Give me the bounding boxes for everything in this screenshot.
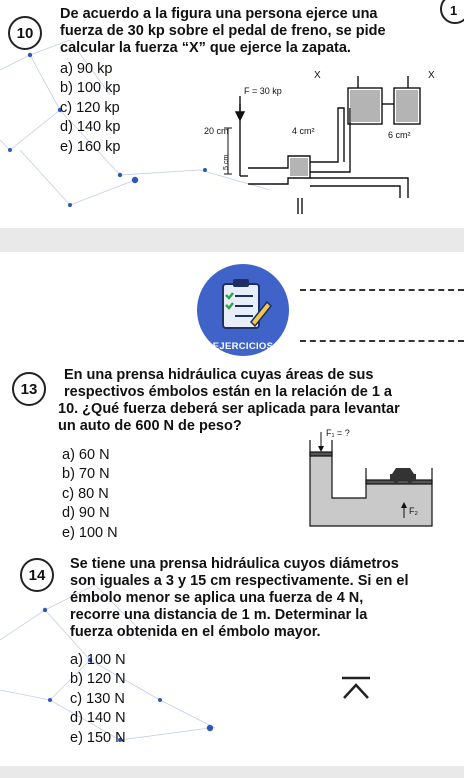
option-e[interactable]: e) 160 kp xyxy=(60,138,121,155)
option-d[interactable]: d) 140 N xyxy=(70,710,126,727)
distance-label: 20 cm xyxy=(204,126,229,136)
question-13-text: En una prensa hidráulica cuyas áreas de sus respectivos émbolos están en la relación de 1 a 10. ¿Qué fuerza deberá ser aplicada para levantar un auto de 600 N de peso? xyxy=(58,367,400,434)
f2-label: F₂ xyxy=(409,506,418,516)
option-b[interactable]: b) 120 N xyxy=(70,671,126,688)
page-gap-bottom xyxy=(0,766,464,778)
small-distance-label: 5 cm xyxy=(223,154,230,170)
option-b[interactable]: b) 70 N xyxy=(62,466,110,483)
option-d[interactable]: d) 90 N xyxy=(62,505,110,522)
section-badge-label: EJERCICIOS xyxy=(212,341,274,352)
option-e[interactable]: e) 150 N xyxy=(70,729,126,746)
option-a[interactable]: a) 100 N xyxy=(70,652,126,668)
brake-pedal-figure xyxy=(198,68,438,218)
hydraulic-press-figure xyxy=(306,428,436,528)
option-e[interactable]: e) 100 N xyxy=(62,524,118,541)
chevron-up-icon[interactable] xyxy=(336,674,376,704)
question-number-14: 14 xyxy=(20,558,54,592)
f1-label: F₁ = ? xyxy=(326,428,350,438)
option-c[interactable]: c) 80 N xyxy=(62,485,109,502)
page-gap xyxy=(0,228,464,252)
question-14-text: Se tiene una prensa hidráulica cuyos diámetros son iguales a 3 y 15 cm respectivamente. Si en el émbolo menor se aplica una fuerza de 4 N, recorre una distancia de 1 m. Determinar la fuerza obtenida en el émbolo mayor. xyxy=(70,556,409,640)
question-10-text: De acuerdo a la figura una persona ejerce una fuerza de 30 kp sobre el pedal de freno, se pide calcular la fuerza “X” que ejerce la zapata. xyxy=(60,6,386,56)
corner-question-badge: 1 xyxy=(440,0,464,24)
option-a[interactable]: a) 90 kp xyxy=(60,61,113,77)
question-number-13: 13 xyxy=(12,372,46,406)
large-area-label: 6 cm² xyxy=(388,130,411,140)
question-number-10: 10 xyxy=(8,16,42,50)
small-area-label: 4 cm² xyxy=(292,126,315,136)
dashed-divider-bottom xyxy=(300,340,464,342)
option-b[interactable]: b) 100 kp xyxy=(60,80,121,97)
x-right-label: X xyxy=(428,70,435,81)
option-d[interactable]: d) 140 kp xyxy=(60,119,121,136)
option-c[interactable]: c) 130 N xyxy=(70,690,125,707)
question-10-options xyxy=(60,60,120,157)
dashed-divider-top xyxy=(300,289,464,291)
option-c[interactable]: c) 120 kp xyxy=(60,99,120,116)
x-left-label: X xyxy=(314,70,321,81)
option-a[interactable]: a) 60 N xyxy=(62,447,110,463)
force-label: F = 30 kp xyxy=(244,86,282,96)
question-14-options xyxy=(70,651,126,748)
question-13-options xyxy=(62,446,118,543)
